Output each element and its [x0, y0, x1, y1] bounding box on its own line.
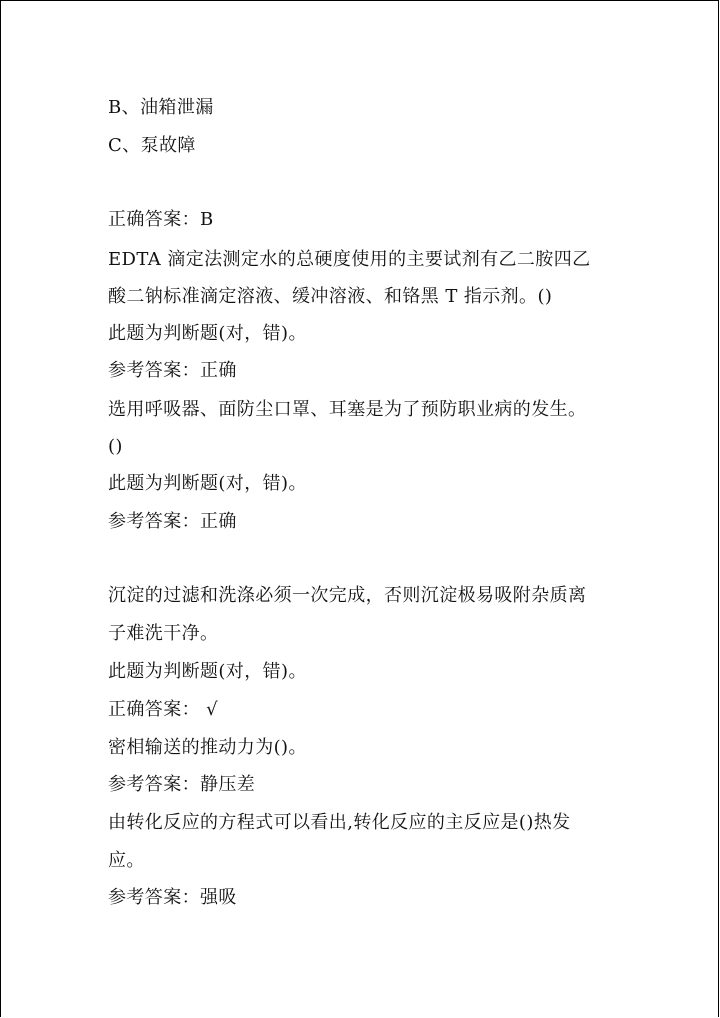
question-2-line-1: EDTA 滴定法测定水的总硬度使用的主要试剂有乙二胺四乙 [108, 249, 591, 270]
question-3-type: 此题为判断题(对，错)。 [108, 473, 307, 494]
option-c: C、泵故障 [108, 135, 196, 156]
question-4-type: 此题为判断题(对，错)。 [108, 661, 307, 682]
question-3-line-2: () [108, 436, 123, 457]
answer-5: 参考答案：静压差 [108, 774, 256, 795]
question-4-line-1: 沉淀的过滤和洗涤必须一次完成，否则沉淀极易吸附杂质离 [108, 585, 587, 606]
option-b: B、油箱泄漏 [108, 97, 214, 118]
answer-6: 参考答案：强吸 [108, 887, 237, 908]
question-2-type: 此题为判断题(对，错)。 [108, 323, 307, 344]
answer-4: 正确答案： √ [108, 699, 218, 720]
answer-1: 正确答案：B [108, 209, 214, 230]
question-6-line-2: 应。 [108, 850, 145, 871]
question-3-line-1: 选用呼吸器、面防尘口罩、耳塞是为了预防职业病的发生。 [108, 399, 587, 420]
answer-2: 参考答案：正确 [108, 360, 237, 381]
question-4-line-2: 子难洗干净。 [108, 623, 219, 644]
question-6-line-1: 由转化反应的方程式可以看出,转化反应的主反应是()热发 [108, 812, 571, 833]
question-5: 密相输送的推动力为()。 [108, 737, 307, 758]
answer-3: 参考答案：正确 [108, 511, 237, 532]
question-2-line-2: 酸二钠标准滴定溶液、缓冲溶液、和铬黑 T 指示剂。() [108, 286, 553, 307]
